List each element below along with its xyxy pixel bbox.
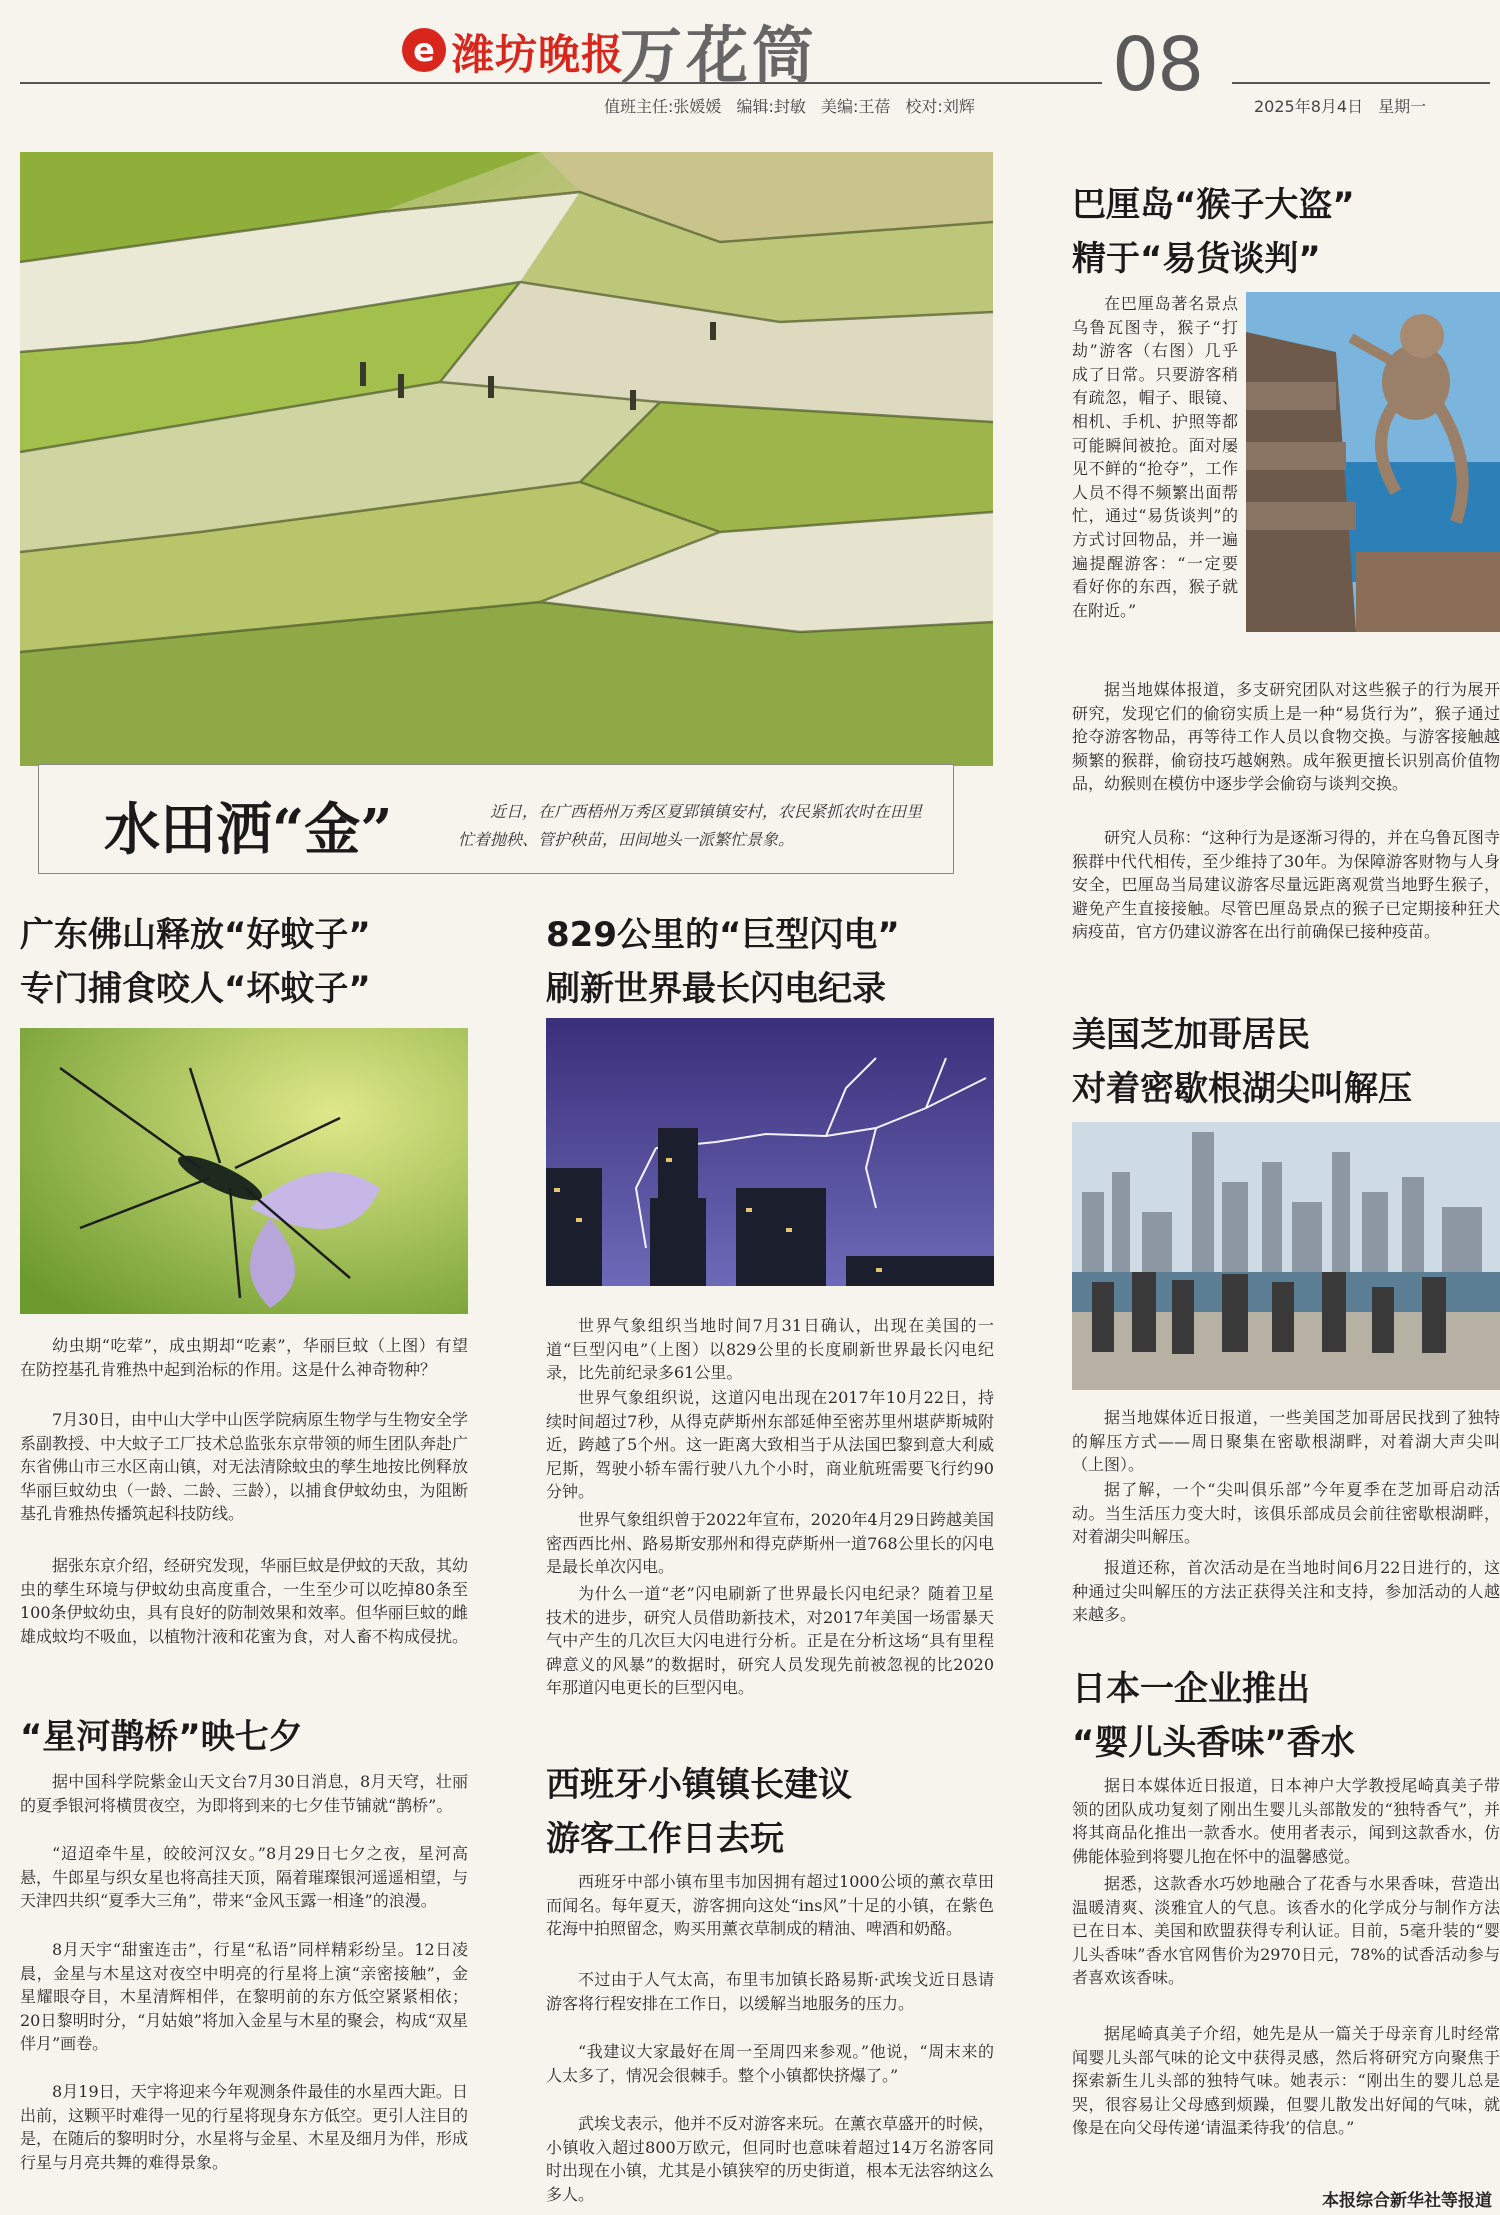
report-byline: 本报综合新华社等报道 <box>1314 2182 1500 2215</box>
lightning-photo <box>546 1018 994 1286</box>
monkey-paragraph-3: 研究人员称：“这种行为是逐渐习得的，并在乌鲁瓦图寺猴群中代代相传，至少维持了30年。为保障游客财物与人身安全，巴厘岛当局建议游客尽量远距离观赏当地野生猴子，避免产生直接接触。尽管巴厘岛景点的猴子已定期接种狂犬病疫苗，官方仍建议游客在出行前确保已接种疫苗。 <box>1072 828 1500 942</box>
chicago-headline-2: 对着密歇根湖尖叫解压 <box>1072 1069 1412 1109</box>
spain-paragraph-2: 不过由于人气太高，布里韦加镇长路易斯·武埃戈近日恳请游客将行程安排在工作日，以缓解当地服务的压力。 <box>546 1970 994 2013</box>
lead-caption: 近日，在广西梧州万秀区夏郢镇镇安村，农民紧抓农时在田里忙着抛秧、管护秧苗，田间地头一派繁忙景象。 <box>458 802 923 849</box>
monkey-photo <box>1246 292 1500 632</box>
editor-credits: 值班主任:张媛媛 编辑:封敏 美编:王蓓 校对:刘辉 <box>604 97 975 116</box>
newspaper-logo-icon: e <box>402 28 446 72</box>
spain-paragraph-4: 武埃戈表示，他并不反对游客来玩。在薰衣草盛开的时候，小镇收入超过800万欧元，但同时也意味着超过14万名游客同时出现在小镇，尤其是小镇狭窄的历史街道，根本无法容纳这么多人。 <box>546 2114 995 2204</box>
mosquito-headline-2: 专门捕食咬人“坏蚊子” <box>20 969 371 1009</box>
qixi-paragraph-1: 据中国科学院紫金山天文台7月30日消息，8月天穹，壮丽的夏季银河将横贯夜空，为即将到来的七夕佳节铺就“鹊桥”。 <box>20 1772 468 1815</box>
lightning-headline-2: 刷新世界最长闪电纪录 <box>546 969 886 1009</box>
perfume-paragraph-1: 据日本媒体近日报道，日本神户大学教授尾崎真美子带领的团队成功复刻了刚出生婴儿头部散发的“独特香气”，并将其商品化推出一款香水。使用者表示，闻到这款香水，仿佛能体验到将婴儿抱在怀中的温馨感觉。 <box>1072 1776 1500 1866</box>
qixi-paragraph-4: 8月19日，天宇将迎来今年观测条件最佳的水星西大距。日出前，这颗平时难得一见的行星将现身东方低空。更引人注目的是，在随后的黎明时分，水星将与金星、木星及细月为伴，形成行星与月亮共舞的难得景象。 <box>20 2082 469 2172</box>
section-title: 万花筒 <box>620 19 819 92</box>
chicago-paragraph-1: 据当地媒体近日报道，一些美国芝加哥居民找到了独特的解压方式——周日聚集在密歇根湖畔，对着湖大声尖叫（上图）。 <box>1072 1408 1500 1475</box>
spain-paragraph-3: “我建议大家最好在周一至周四来参观。”他说，“周末来的人太多了，情况会很棘手。整个小镇都快挤爆了。” <box>546 2042 994 2085</box>
chicago-paragraph-2: 据了解，一个“尖叫俱乐部”今年夏季在芝加哥启动活动。当生活压力变大时，该俱乐部成员会前往密歇根湖畔，对着湖尖叫解压。 <box>1072 1480 1500 1547</box>
monkey-paragraph-1: 在巴厘岛著名景点乌鲁瓦图寺，猴子“打劫”游客（右图）几乎成了日常。只要游客稍有疏忽，帽子、眼镜、相机、手机、护照等都可能瞬间被抢。面对屡见不鲜的“抢夺”，工作人员不得不频繁出面帮忙，通过“易货谈判”的方式讨回物品，并一遍遍提醒游客：“一定要看好你的东西，猴子就在附近。” <box>1072 294 1238 620</box>
lead-title: 水田洒“金” <box>104 797 393 863</box>
header-rule-right <box>1232 82 1490 84</box>
issue-date: 2025年8月4日 星期一 <box>1254 97 1427 116</box>
spain-headline-2: 游客工作日去玩 <box>546 1819 784 1859</box>
perfume-headline-1: 日本一企业推出 <box>1072 1669 1310 1709</box>
perfume-paragraph-2: 据悉，这款香水巧妙地融合了花香与水果香味，营造出温暖清爽、淡雅宜人的气息。该香水的化学成分与制作方法已在日本、美国和欧盟获得专利认证。目前，5毫升装的“婴儿头香味”香水官网售价为2970日元，78%的试香活动参与者喜欢该香味。 <box>1072 1874 1500 1988</box>
monkey-headline-1: 巴厘岛“猴子大盗” <box>1072 185 1355 225</box>
spain-headline-1: 西班牙小镇镇长建议 <box>546 1765 852 1805</box>
monkey-paragraph-2: 据当地媒体报道，多支研究团队对这些猴子的行为展开研究，发现它们的偷窃实质上是一种“易货行为”，猴子通过抢夺游客物品，再等待工作人员以食物交换。与游客接触越频繁的猴群，偷窃技巧越娴熟。成年猴更擅长识别高价值物品，幼猴则在模仿中逐步学会偷窃与谈判交换。 <box>1072 680 1500 794</box>
mosquito-paragraph-2: 7月30日，由中山大学中山医学院病原生物学与生物安全学系副教授、中大蚊子工厂技术总监张东京带领的师生团队奔赴广东省佛山市三水区南山镇，对无法清除蚊虫的孳生地按比例释放华丽巨蚊幼虫（一龄、二龄、三龄），以捕食伊蚊幼虫，为阻断基孔肯雅热传播筑起科技防线。 <box>20 1410 469 1524</box>
page-number: 08 <box>1112 22 1203 108</box>
mosquito-headline-1: 广东佛山释放“好蚊子” <box>20 915 371 955</box>
qixi-headline: “星河鹊桥”映七夕 <box>20 1717 303 1757</box>
chicago-lakefront-photo <box>1072 1122 1500 1390</box>
spain-paragraph-1: 西班牙中部小镇布里韦加因拥有超过1000公顷的薰衣草田而闻名。每年夏天，游客拥向这处“ins风”十足的小镇，在紫色花海中拍照留念，购买用薰衣草制成的精油、啤酒和奶酪。 <box>546 1872 994 1939</box>
mosquito-paragraph-1: 幼虫期“吃荤”，成虫期却“吃素”，华丽巨蚊（上图）有望在防控基孔肯雅热中起到治标的作用。这是什么神奇物种？ <box>20 1336 468 1379</box>
perfume-headline-2: “婴儿头香味”香水 <box>1072 1723 1355 1763</box>
perfume-paragraph-3: 据尾崎真美子介绍，她先是从一篇关于母亲育儿时经常闻婴儿头部气味的论文中获得灵感，然后将研究方向聚焦于探索新生儿头部的独特气味。她表示：“刚出生的婴儿总是哭，很容易让父母感到烦躁，但婴儿散发出好闻的气味，就像是在向父母传递‘请温柔待我’的信息。” <box>1072 2024 1500 2138</box>
chicago-headline-1: 美国芝加哥居民 <box>1072 1015 1310 1055</box>
mosquito-paragraph-3: 据张东京介绍，经研究发现，华丽巨蚊是伊蚊的天敌，其幼虫的孳生环境与伊蚊幼虫高度重合，一生至少可以吃掉80条至100条伊蚊幼虫，具有良好的防制效果和效率。但华丽巨蚊的雌雄成蚊均不吸血，以植物汁液和花蜜为食，对人畜不构成侵扰。 <box>20 1556 469 1646</box>
lightning-paragraph-1: 世界气象组织当地时间7月31日确认，出现在美国的一道“巨型闪电”（上图）以829公里的长度刷新世界最长闪电纪录，比先前纪录多61公里。 <box>546 1316 994 1383</box>
header-rule-left <box>20 82 1102 84</box>
monkey-headline-2: 精于“易货谈判” <box>1072 239 1321 279</box>
qixi-paragraph-2: “迢迢牵牛星，皎皎河汉女。”8月29日七夕之夜，星河高悬，牛郎星与织女星也将高挂天顶，隔着璀璨银河遥遥相望，与天津四共织“夏季大三角”，带来“金风玉露一相逢”的浪漫。 <box>20 1844 469 1911</box>
newspaper-name: 潍坊晚报 <box>452 30 625 79</box>
qixi-paragraph-3: 8月天宇“甜蜜连击”，行星“私语”同样精彩纷呈。12日凌晨，金星与木星这对夜空中明亮的行星将上演“亲密接触”，金星耀眼夺目，木星清辉相伴，在黎明前的东方低空紧紧相依；20日黎明时分，“月姑娘”将加入金星与木星的聚会，构成“双星伴月”画卷。 <box>20 1940 468 2054</box>
lightning-headline-1: 829公里的“巨型闪电” <box>546 915 900 955</box>
mosquito-photo <box>20 1028 468 1314</box>
lightning-paragraph-4: 为什么一道“老”闪电刷新了世界最长闪电纪录？随着卫星技术的进步，研究人员借助新技术，对2017年美国一场雷暴天气中产生的几次巨大闪电进行分析。正是在分析这场“具有里程碑意义的风暴”的数据时，研究人员发现先前被忽视的比2020年那道闪电更长的巨型闪电。 <box>546 1584 994 1698</box>
rice-paddy-photo <box>20 152 993 766</box>
lightning-paragraph-2: 世界气象组织说，这道闪电出现在2017年10月22日，持续时间超过7秒，从得克萨斯州东部延伸至密苏里州堪萨斯城附近，跨越了5个州。这一距离大致相当于从法国巴黎到意大利威尼斯，驾驶小轿车需行驶八九个小时，商业航班需要飞行约90分钟。 <box>546 1388 994 1502</box>
lightning-paragraph-3: 世界气象组织曾于2022年宣布，2020年4月29日跨越美国密西西比州、路易斯安那州和得克萨斯州一道768公里长的闪电是最长单次闪电。 <box>546 1510 994 1577</box>
chicago-paragraph-3: 报道还称，首次活动是在当地时间6月22日进行的，这种通过尖叫解压的方法正获得关注和支持，参加活动的人越来越多。 <box>1072 1558 1500 1625</box>
